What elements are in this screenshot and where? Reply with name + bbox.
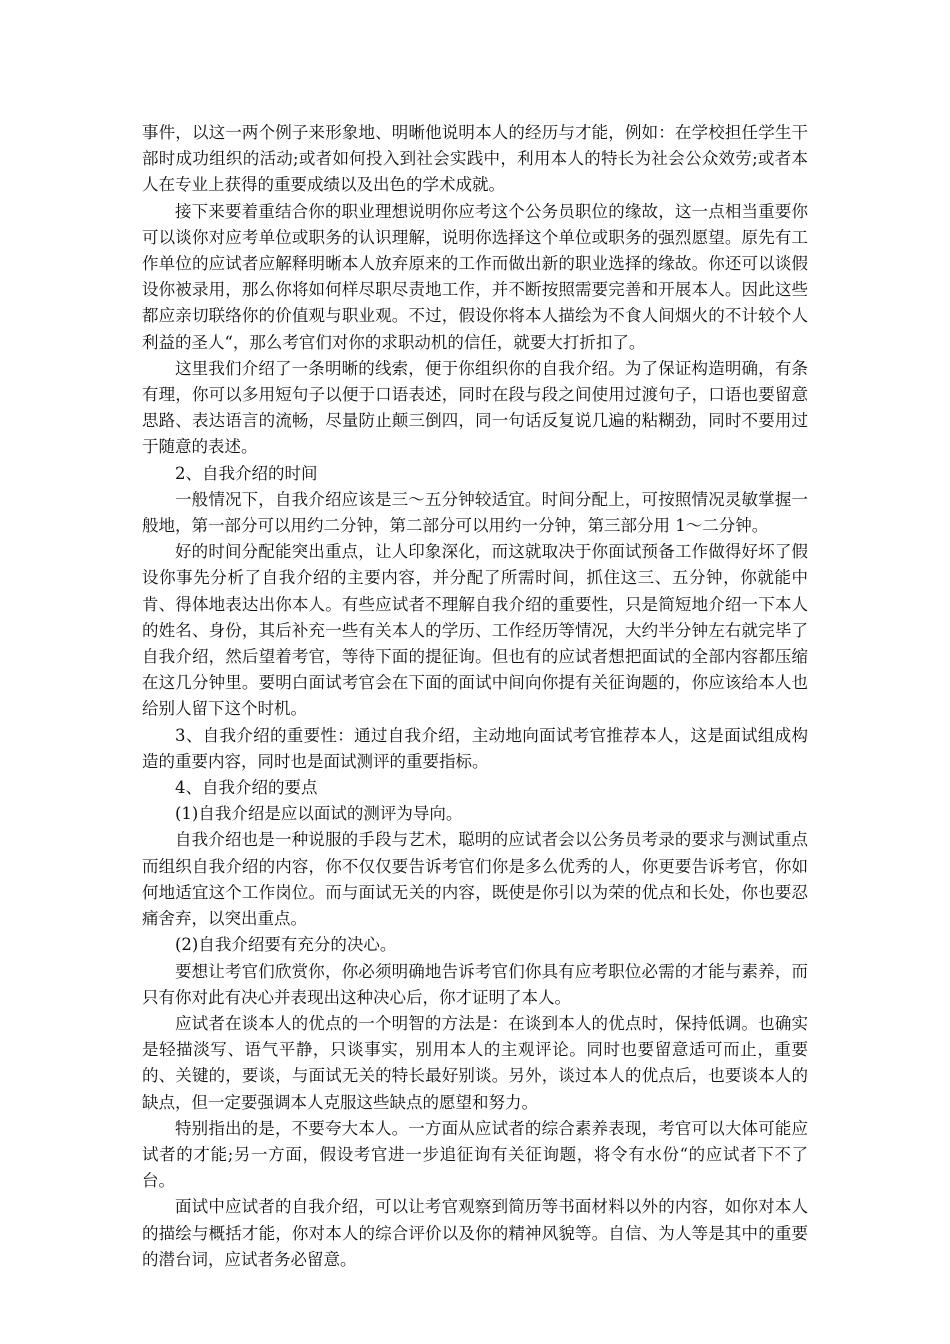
subsection-heading: (2)自我介绍要有充分的决心。 (175, 935, 397, 955)
section-heading: 2、自我介绍的时间 (175, 463, 318, 483)
paragraph: 好的时间分配能突出重点，让人印象深化，而这就取决于你面试预备工作做得好坏了假设你事先分析了自我介绍的主要内容，并分配了所需时间，抓住这三、五分钟，你就能中肯、得体地表达出你本人。有些应试者不理解自我介绍的重要性，只是简短地介绍一下本人的姓名、身份，其后补充一些有关本人的学历、工作经历等情况，大约半分钟左右就完毕了自我介绍，然后望着考官，等待下面的提征询。但也有的应试者想把面试的全部内容都压缩在这几分钟里。要明白面试考官会在下面的面试中间向你提有关征询题的，你应该给本人也给别人留下这个时机。 (142, 542, 808, 719)
subsection-heading: (1)自我介绍是应以面试的测评为导向。 (175, 804, 463, 824)
paragraph: 接下来要着重结合你的职业理想说明你应考这个公务员职位的缘故，这一点相当重要你可以谈你对应考单位或职务的认识理解，说明你选择这个单位或职务的强烈愿望。原先有工作单位的应试者应解释明晰本人放弃原来的工作而做出新的职业选择的缘故。你还可以谈假设你被录用，那么你将如何样尽职尽责地工作，并不断按照需要完善和开展本人。因此这些都应亲切联络你的价值观与职业观。不过，假设你将本人描绘为不食人间烟火的不计较个人利益的圣人“，那么考官们对你的求职动机的信任，就要大打折扣了。 (142, 201, 808, 352)
paragraph: 自我介绍也是一种说服的手段与艺术，聪明的应试者会以公务员考录的要求与测试重点而组织自我介绍的内容，你不仅仅要告诉考官们你是多么优秀的人，你更要告诉考官，你如何地适宜这个工作岗位。而与面试无关的内容，既使是你引以为荣的优点和长处，你也要忍痛舍弃，以突出重点。 (142, 830, 808, 929)
paragraph: 这里我们介绍了一条明晰的线索，便于你组织你的自我介绍。为了保证构造明确，有条有理，你可以多用短句子以便于口语表述，同时在段与段之间使用过渡句子，口语也要留意思路、表达语言的流畅，尽量防止颠三倒四，同一句话反复说几遍的粘糊劲，同时不要用过于随意的表述。 (142, 358, 808, 457)
paragraph: 要想让考官们欣赏你，你必须明确地告诉考官们你具有应考职位必需的才能与素养，而只有你对此有决心并表现出这种决心后，你才证明了本人。 (142, 961, 808, 1007)
paragraph: 一般情况下，自我介绍应该是三～五分钟较适宜。时间分配上，可按照情况灵敏掌握一般地，第一部分可以用约二分钟，第二部分可以用约一分钟，第三部分用 1～二分钟。 (142, 489, 808, 536)
paragraph: 3、自我介绍的重要性：通过自我介绍，主动地向面试考官推荐本人，这是面试组成构造的重要内容，同时也是面试测评的重要指标。 (142, 725, 808, 771)
paragraph: 面试中应试者的自我介绍，可以让考官观察到简历等书面材料以外的内容，如你对本人的描绘与概括才能，你对本人的综合评价以及你的精神风貌等。自信、为人等是其中的重要的潜台词，应试者务必留意。 (142, 1197, 808, 1269)
section-heading: 4、自我介绍的要点 (175, 778, 318, 798)
paragraph: 特别指出的是，不要夸大本人。一方面从应试者的综合素养表现，考官可以大体可能应试者的才能;另一方面，假设考官进一步追征询有关征询题，将令有水份“的应试者下不了台。 (142, 1118, 808, 1191)
paragraph: 应试者在谈本人的优点的一个明智的方法是：在谈到本人的优点时，保持低调。也确实是轻描淡写、语气平静，只谈事实，别用本人的主观评论。同时也要留意适可而止，重要的、关键的，要谈，与面试无关的特长最好别谈。另外，谈过本人的优点后，也要谈本人的缺点，但一定要强调本人克服这些缺点的愿望和努力。 (142, 1013, 808, 1112)
paragraph: 事件，以这一两个例子来形象地、明晰他说明本人的经历与才能，例如：在学校担任学生干部时成功组织的活动;或者如何投入到社会实践中，利用本人的特长为社会公众效劳;或者本人在专业上获得的重要成绩以及出色的学术成就。 (142, 123, 808, 195)
document-body (142, 120, 808, 1273)
